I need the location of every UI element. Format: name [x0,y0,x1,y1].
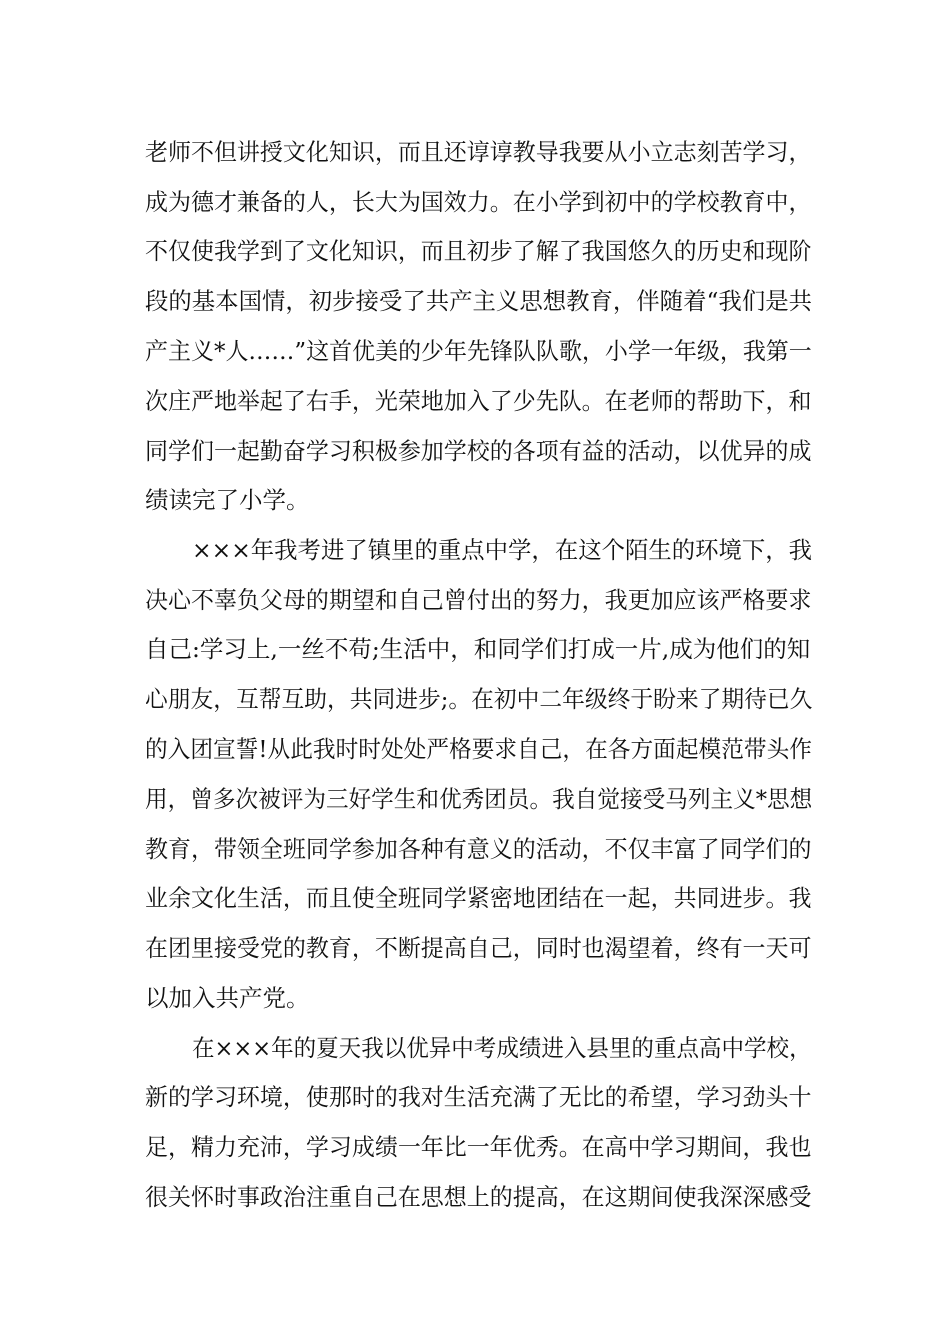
text-line: 不仅使我学到了文化知识，而且初步了解了我国悠久的历史和现阶 [145,237,812,265]
text-line: 产主义*人……”这首优美的少年先锋队队歌，小学一年级，我第一 [145,337,812,365]
text-line: 用，曾多次被评为三好学生和优秀团员。我自觉接受马列主义*思想 [145,785,813,813]
text-line: 老师不但讲授文化知识，而且还谆谆教导我要从小立志刻苦学习， [145,138,812,166]
text-line: 决心不辜负父母的期望和自己曾付出的努力，我更加应该严格要求 [145,586,812,614]
text-line: 心朋友，互帮互助，共同进步;。在初中二年级终于盼来了期待已久 [145,685,813,713]
paragraph-first-line: ×××年我考进了镇里的重点中学，在这个陌生的环境下，我 [192,536,813,564]
text-line: 成为德才兼备的人，长大为国效力。在小学到初中的学校教育中， [145,188,812,216]
text-line: 的入团宣誓!从此我时时处处严格要求自己，在各方面起模范带头作 [145,735,812,763]
text-line: 新的学习环境，使那时的我对生活充满了无比的希望，学习劲头十 [145,1083,812,1111]
text-line: 绩读完了小学。 [145,486,310,514]
text-line: 教育，带领全班同学参加各种有意义的活动，不仅丰富了同学们的 [145,835,812,863]
text-line: 段的基本国情，初步接受了共产主义思想教育，伴随着“我们是共 [145,287,813,315]
text-line: 业余文化生活，而且使全班同学紧密地团结在一起，共同进步。我 [145,884,812,912]
text-line: 自己:学习上,一丝不苟;生活中，和同学们打成一片,成为他们的知 [145,635,811,663]
text-line: 以加入共产党。 [145,984,310,1012]
text-line: 在团里接受党的教育，不断提高自己，同时也渴望着，终有一天可 [145,934,812,962]
paragraph-first-line: 在×××年的夏天我以优异中考成绩进入县里的重点高中学校， [192,1034,812,1062]
text-line: 次庄严地举起了右手，光荣地加入了少先队。在老师的帮助下，和 [145,387,812,415]
text-line: 很关怀时事政治注重自己在思想上的提高，在这期间使我深深感受 [145,1183,812,1211]
text-line: 足，精力充沛，学习成绩一年比一年优秀。在高中学习期间，我也 [145,1133,812,1161]
text-line: 同学们一起勤奋学习积极参加学校的各项有益的活动，以优异的成 [145,437,812,465]
